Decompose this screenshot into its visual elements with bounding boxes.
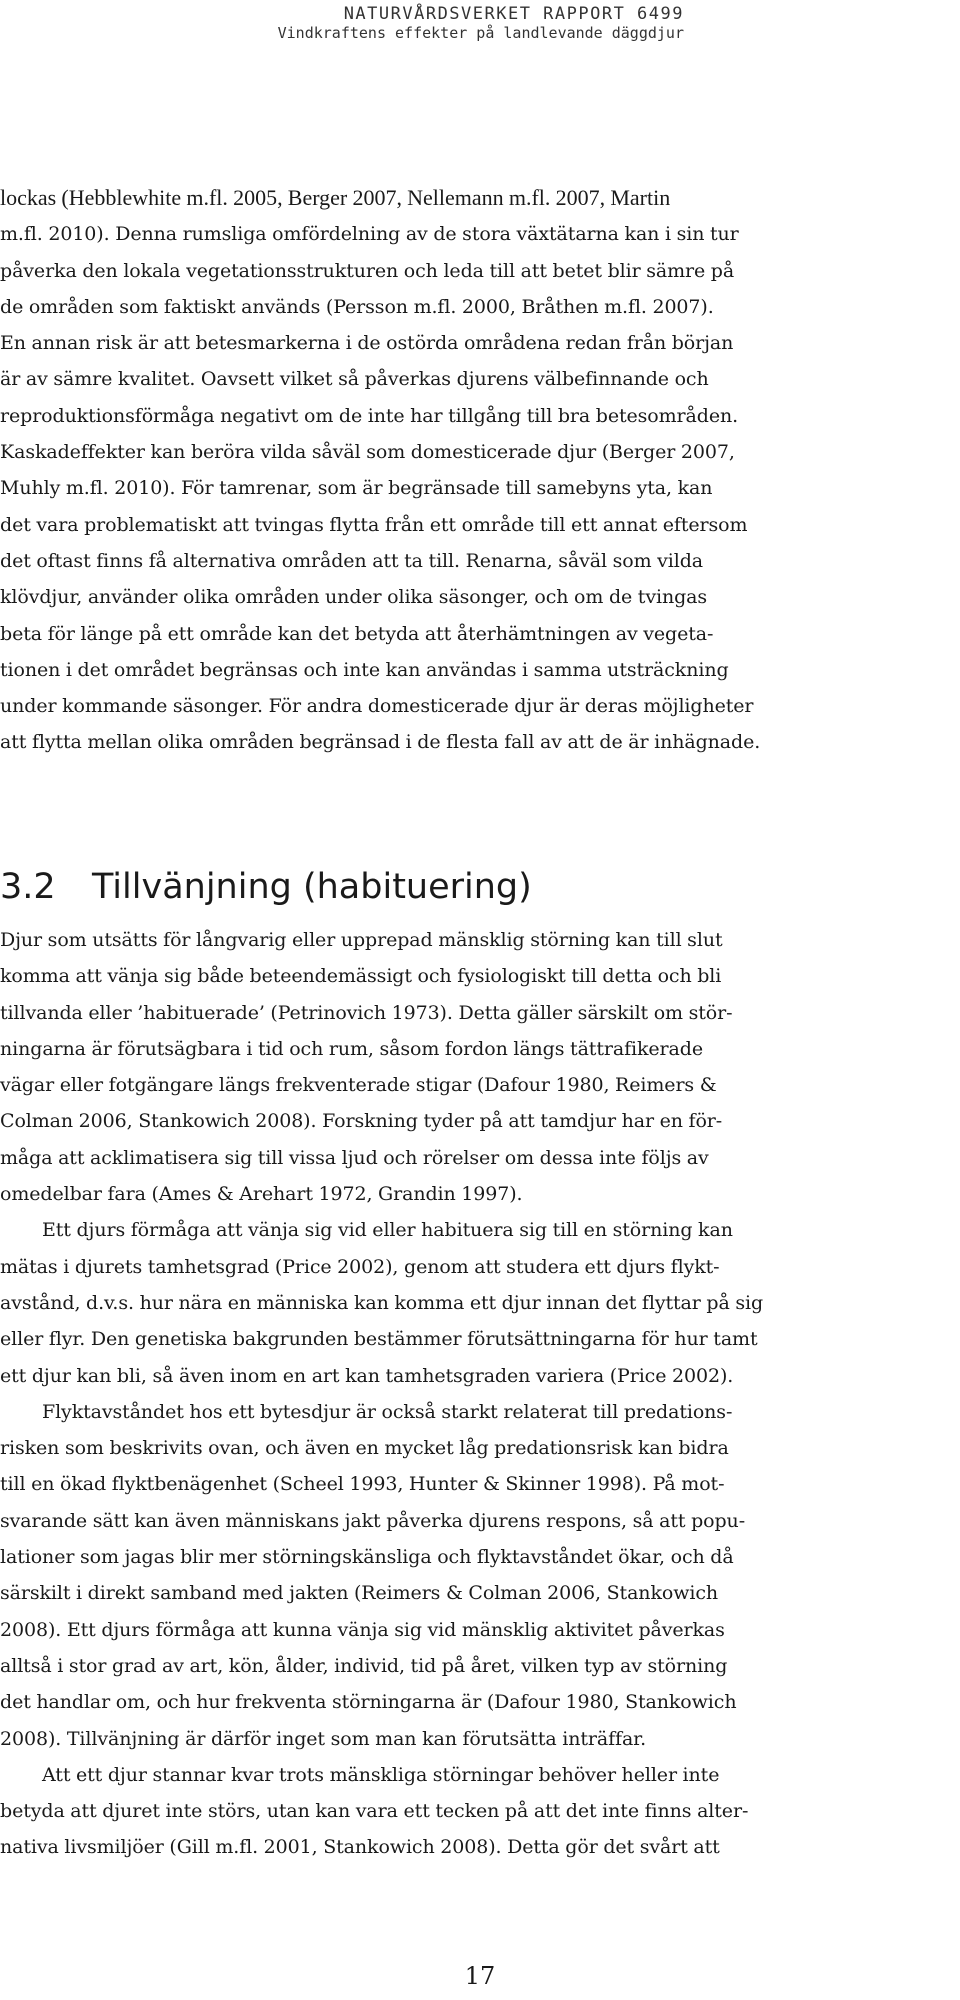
text-line: svarande sätt kan även människans jakt påverka djurens respons, så att popu- [0,1509,746,1532]
text-line: reproduktionsförmåga negativt om de inte har tillgång till bra betesområden. [0,404,739,427]
text-line: beta för länge på ett område kan det betyda att återhämtningen av vegeta- [0,622,714,645]
paragraph [0,1212,763,1393]
text-line: Djur som utsätts för långvarig eller upprepad mänsklig störning kan till slut [0,929,723,951]
text-line: är av sämre kvalitet. Oavsett vilket så påverkas djurens välbefinnande och [0,368,709,391]
paragraph [0,1757,763,1866]
text-line: Flyktavståndet hos ett bytesdjur är också starkt relaterat till predations- [42,1400,733,1423]
text-line: mätas i djurets tamhetsgrad (Price 2002), genom att studera ett djurs flykt- [0,1255,720,1278]
text-line: risken som beskrivits ovan, och även en mycket låg predationsrisk kan bidra [0,1437,729,1460]
page-number: 17 [464,1962,496,1990]
text-line: avstånd, d.v.s. hur nära en människa kan komma ett djur innan det flyttar på sig [0,1291,764,1314]
text-line: m.fl. 2010). Denna rumsliga omfördelning av de stora växtätarna kan i sin tur [0,223,739,246]
section-number: 3.2 [0,867,56,907]
section-heading [0,865,532,909]
text-line: påverka den lokala vegetationsstrukturen och leda till att betet blir sämre på [0,259,735,282]
text-line: 2008). Tillvänjning är därför inget som man kan förutsätta inträffar. [0,1727,647,1750]
text-line: nativa livsmiljöer (Gill m.fl. 2001, Stankowich 2008). Detta gör det svårt att [0,1836,720,1859]
paragraph [0,1394,763,1757]
text-line: Ett djurs förmåga att vänja sig vid eller habituera sig till en störning kan [42,1219,733,1242]
text-line: En annan risk är att betesmarkerna i de ostörda områdena redan från början [0,332,734,355]
text-line: de områden som faktiskt används (Persson m.fl. 2000, Bråthen m.fl. 2007). [0,295,714,318]
text-line: Colman 2006, Stankowich 2008). Forskning tyder på att tamdjur har en för- [0,1110,723,1133]
text-line: ett djur kan bli, så även inom en art kan tamhetsgraden variera (Price 2002). [0,1364,734,1387]
section-title: Tillvänjning (habituering) [92,867,532,907]
text-line: ningarna är förutsägbara i tid och rum, såsom fordon längs tättrafikerade [0,1037,703,1060]
section-body [0,922,763,1866]
paragraph [0,922,763,1212]
text-line: särskilt i direkt samband med jakten (Reimers & Colman 2006, Stankowich [0,1582,719,1605]
text-line: omedelbar fara (Ames & Arehart 1972, Grandin 1997). [0,1183,523,1206]
text-line: det vara problematiskt att tvingas flytta från ett område till ett annat eftersom [0,513,748,536]
text-line: under kommande säsonger. För andra domesticerade djur är deras möjligheter [0,695,754,718]
intro-text [0,180,960,761]
report-subtitle: Vindkraftens effekter på landlevande däggdjur [277,24,684,42]
text-line: Muhly m.fl. 2010). För tamrenar, som är begränsade till samebyns yta, kan [0,477,713,500]
text-line: komma att vänja sig både beteendemässigt och fysiologiskt till detta och bli [0,965,722,988]
intro-paragraph [0,180,960,761]
text-line: 2008). Ett djurs förmåga att kunna vänja sig vid mänsklig aktivitet påverkas [0,1618,725,1641]
running-header [278,4,684,43]
text-line: vägar eller fotgängare längs frekventerade stigar (Dafour 1980, Reimers & [0,1074,717,1097]
text-line: tillvanda eller ’habituerade’ (Petrinovich 1973). Detta gäller särskilt om stör- [0,1001,733,1024]
text-line: Kaskadeffekter kan beröra vilda såväl som domesticerade djur (Berger 2007, [0,441,735,464]
text-line: lockas (Hebblewhite m.fl. 2005, Berger 2007, Nellemann m.fl. 2007, Martin [0,185,671,210]
report-title: NATURVÅRDSVERKET RAPPORT 6499 [343,4,684,24]
text-line: tionen i det området begränsas och inte kan användas i samma utsträckning [0,658,729,681]
text-line: det handlar om, och hur frekventa störningarna är (Dafour 1980, Stankowich [0,1691,737,1714]
text-line: Att ett djur stannar kvar trots mänskliga störningar behöver heller inte [42,1763,720,1786]
text-line: det oftast finns få alternativa områden att ta till. Renarna, såväl som vilda [0,549,704,572]
text-line: eller flyr. Den genetiska bakgrunden bestämmer förutsättningarna för hur tamt [0,1328,758,1351]
text-line: till en ökad flyktbenägenhet (Scheel 1993, Hunter & Skinner 1998). På mot- [0,1473,725,1496]
text-line: att flytta mellan olika områden begränsad i de flesta fall av att de är inhägnade. [0,731,761,754]
text-line: klövdjur, använder olika områden under olika säsonger, och om de tvingas [0,586,708,609]
text-line: måga att acklimatisera sig till vissa ljud och rörelser om dessa inte följs av [0,1146,709,1169]
text-line: betyda att djuret inte störs, utan kan vara ett tecken på att det inte finns alter- [0,1800,749,1823]
text-line: lationer som jagas blir mer störningskänsliga och flyktavståndet ökar, och då [0,1546,734,1569]
text-line: alltså i stor grad av art, kön, ålder, individ, tid på året, vilken typ av störning [0,1654,728,1677]
